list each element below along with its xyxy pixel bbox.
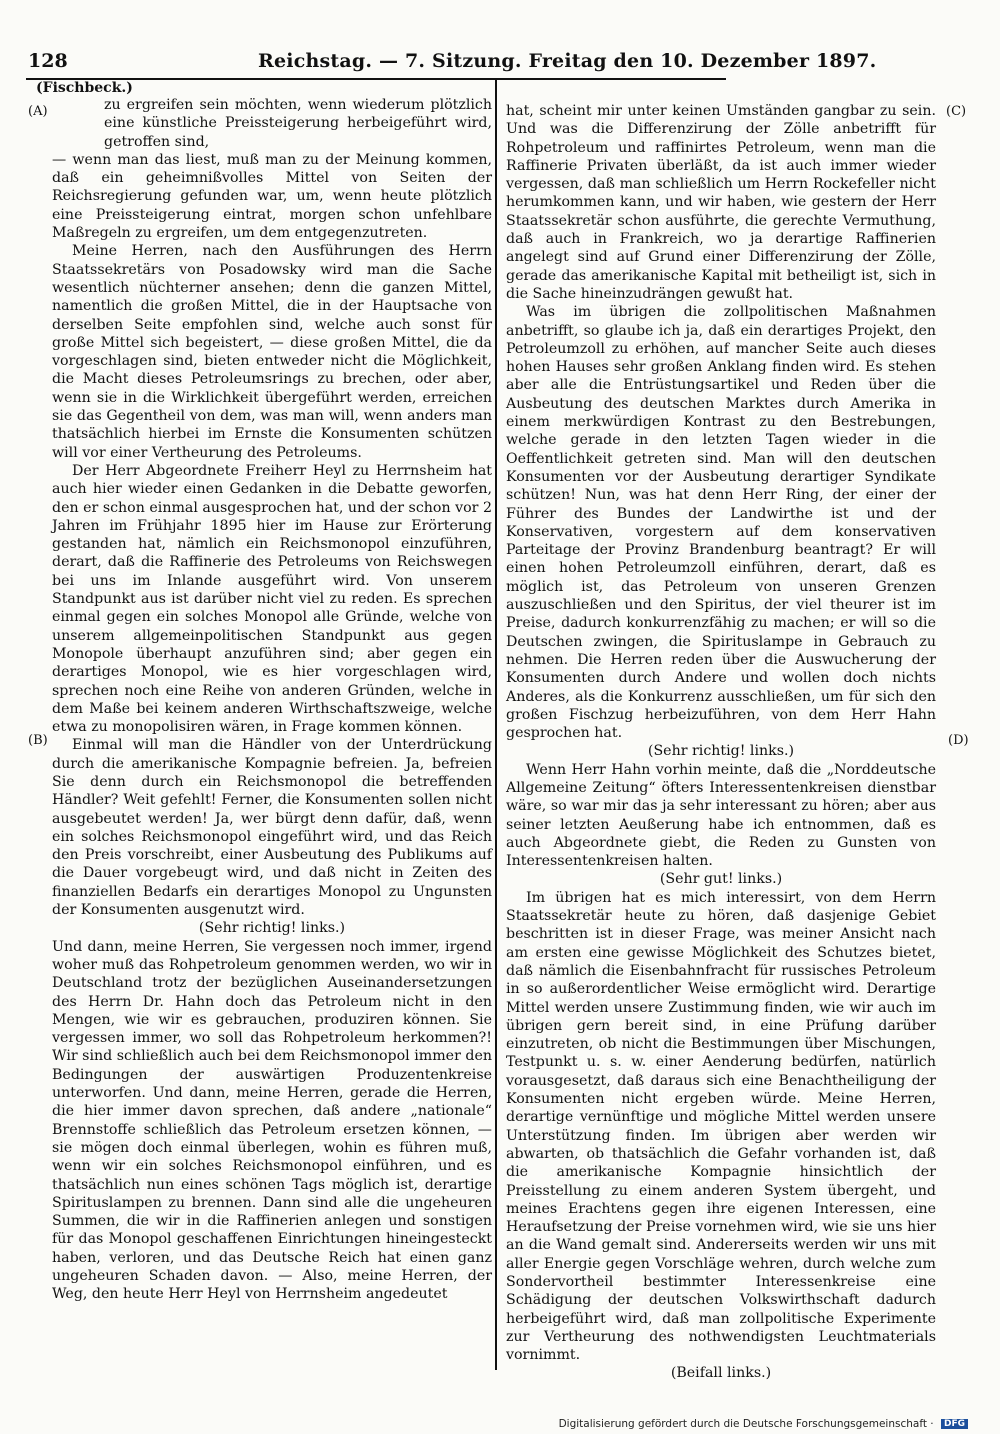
dfg-logo: DFG <box>941 1419 968 1429</box>
paragraph: — wenn man das liest, muß man zu der Meinung kommen, daß ein geheimnißvolles Mittel von Seiten der Reichsregierung gefunden war, um, wenn heute plötzlich eine Preissteigerung eintrat, morgen schon unfehlbare Maßregeln zu ergreifen, um dem entgegenzutreten. <box>52 151 492 242</box>
paragraph: Was im übrigen die zollpolitischen Maßnahmen anbetrifft, so glaube ich ja, daß ein derartiges Projekt, den Petroleumzoll zu erhöhen, auf mancher Seite auch dieses hohen Hauses sehr großen Anklang finden wird. Es stehen aber alle die Entrüstungsartikel und Reden über die Ausbeutung des deutschen Marktes durch Amerika in einem merkwürdigen Kontrast zu den Bestrebungen, welche gerade in den letzten Tagen wieder in die Oeffentlichkeit getreten sind. Man will den deutschen Konsumenten vor der Ausbeutung derartiger Syndikate schützen! Nun, was hat denn Herr Ring, der einer der Führer des Bundes der Landwirthe ist und der Konservativen, vorgestern auf dem konservativen Parteitage der Provinz Brandenburg beantragt? Er will einen hohen Petroleumzoll einführen, derart, daß es möglich ist, das Petroleum von unseren Grenzen auszuschließen und den Spiritus, der viel theurer ist im Preise, dadurch konkurrenzfähig zu machen; er will so die Deutschen zwingen, die Spirituslampe in Gebrauch zu nehmen. Die Herren reden über die Auswucherung der Konsumenten durch Andere und wollen doch nichts Anderes, als die Konkurrenz ausschließen, um für sich den großen Fischzug herbeizuführen, von dem Herr Hahn gesprochen hat. <box>506 304 936 742</box>
paragraph: Der Herr Abgeordnete Freiherr Heyl zu Herrnsheim hat auch hier wieder einen Gedanken in die Debatte geworfen, den er schon einmal ausgesprochen hat, und der schon vor 2 Jahren im Frühjahr 1895 hier im Hause zur Erörterung gestanden hat, nämlich ein Reichsmonopol einzuführen, derart, daß die Raffinerie des Petroleums von Reichswegen bei uns im Inlande ausgeführt wird. Von unserem Standpunkt aus ist darüber nicht viel zu reden. Es sprechen einmal gegen ein solches Monopol alle Gründe, welche von unserem allgemeinpolitischen Standpunkt aus gegen Monopole überhaupt anzuführen sind; aber gegen ein derartiges Monopol, wie es hier vorgeschlagen wird, sprechen noch eine Reihe von anderen Gründen, welche in dem Maße bei keinem anderen Wirthschaftszweige, welche etwa zu monopolisiren wären, in Frage kommen können. <box>52 462 492 736</box>
paragraph: zu ergreifen sein möchten, wenn wiederum plötzlich eine künstliche Preissteigerung herbeigeführt wird, getroffen sind, <box>104 97 492 150</box>
paragraph: Meine Herren, nach den Ausführungen des Herrn Staatssekretärs von Posadowsky wird man die Sache wesentlich nüchterner ansehen; denn die ganzen Mittel, namentlich die großen Mittel, die in der Hauptsache von derselben Seite empfohlen sind, welche auch sonst für große Mittel sich begeistert, — diese großen Mittel, die da vorgeschlagen sind, bieten entweder nicht die Möglichkeit, die Macht dieses Petroleumsrings zu brechen, oder aber, wenn sie in die Wirklichkeit übergeführt werden, erreichen sie das Gegentheil von dem, was man will, wenn anders man thatsächlich hierbei im Ernste die Konsumenten schützen will vor einer Vertheurung des Petroleums. <box>52 243 492 461</box>
page-header <box>28 50 877 78</box>
column-divider <box>495 80 497 1370</box>
interjection: (Sehr richtig! links.) <box>647 743 795 760</box>
interjection: (Sehr richtig! links.) <box>198 920 346 937</box>
left-column <box>52 96 492 1304</box>
interjection: (Sehr gut! links.) <box>659 871 783 888</box>
page-number: 128 <box>28 50 68 72</box>
margin-mark-d: (D) <box>948 733 969 748</box>
margin-mark-a: (A) <box>28 104 48 119</box>
running-title: Reichstag. — 7. Sitzung. Freitag den 10. Dezember 1897. <box>258 50 877 72</box>
right-column <box>506 102 936 1383</box>
margin-mark-c: (C) <box>946 104 967 119</box>
paragraph: Im übrigen hat es mich interessirt, von dem Herrn Staatssekretär heute zu hören, daß dasjenige Gebiet beschritten ist in dieser Frage, was meiner Ansicht nach am ersten eine gewisse Möglichkeit des Schutzes bietet, daß nämlich die Eisenbahnfracht für russisches Petroleum in so außerordentlicher Weise ermöglicht wird. Derartige Mittel werden unsere Zustimmung finden, wie wir auch im übrigen gern bereit sind, in eine Prüfung darüber einzutreten, ob nicht die Bestimmungen über Mischungen, Testpunkt u. s. w. einer Aenderung bedürfen, natürlich vorausgesetzt, daß daraus sich eine Benachtheiligung der Konsumenten nicht ergeben würde. Meine Herren, derartige vernünftige und mögliche Mittel werden unsere Unterstützung finden. Im übrigen aber werden wir abwarten, ob thatsächlich die Gefahr vorhanden ist, daß die amerikanische Kompagnie hinsichtlich der Preisstellung zu einem anderen System übergeht, und meines Erachtens gegen ihre eigenen Interessen, eine Heraufsetzung der Preise vornehmen wird, wie sie uns hier an die Wand gemalt sind. Andererseits werden wir uns mit aller Energie gegen Vorschläge wehren, durch welche zum Sondervortheil bestimmter Interessenkreise eine Schädigung der deutschen Volkswirthschaft dadurch herbeigeführt wird, daß man zollpolitische Experimente zur Vertheurung des nothwendigsten Leuchtmaterials vornimmt. <box>506 889 936 1364</box>
interjection: (Beifall links.) <box>670 1365 772 1382</box>
paragraph: hat, scheint mir unter keinen Umständen gangbar zu sein. Und was die Differenzirung der Zölle anbetrifft für Rohpetroleum und raffinirtes Petroleum, wenn man die Raffinerie Privaten überläßt, da ist auch immer wieder vergessen, daß man schließlich um Herrn Rockefeller nicht herumkommen kann, und wir haben, wie gestern der Herr Staatssekretär schon ausführte, die gerechte Vermuthung, daß auch in Frankreich, wo ja derartige Raffinerien angelegt sind auf Grund einer Differenzirung der Zölle, gerade das amerikanische Kapital mit betheiligt ist, sich in die Sache hineinzudrängen gewußt hat. <box>506 103 936 302</box>
digitization-credit <box>559 1418 968 1430</box>
speaker-name: (Fischbeck.) <box>36 80 133 96</box>
paragraph: Wenn Herr Hahn vorhin meinte, daß die „Norddeutsche Allgemeine Zeitung“ öfters Interessentenkreisen dienstbar wäre, so war mir das ja sehr interessant zu hören; aber aus seiner letzten Aeußerung habe ich entnommen, daß es auch Abgeordnete giebt, die Reden zu Gunsten von Interessentenkreisen halten. <box>506 761 936 870</box>
credit-text: Digitalisierung gefördert durch die Deutsche Forschungsgemeinschaft · <box>558 1418 934 1430</box>
paragraph: Und dann, meine Herren, Sie vergessen noch immer, irgend woher muß das Rohpetroleum genommen werden, wo wir in Deutschland trotz der bezüglichen Auseinandersetzungen des Herrn Dr. Hahn doch das Petroleum nicht in den Mengen, wie wir es gebrauchen, produziren können. Sie vergessen immer, wo soll das Rohpetroleum herkommen?! Wir sind schließlich auch bei dem Reichsmonopol immer den Bedingungen der auswärtigen Produzentenkreise unterworfen. Und dann, meine Herren, gerade die Herren, die hier immer davon sprechen, daß andere „nationale“ Brennstoffe schließlich das Petroleum ersetzen können, — sie mögen doch einmal überlegen, wohin es führen muß, wenn wir ein solches Reichsmonopol einführen, und es thatsächlich nun eines schönen Tags möglich ist, derartige Spirituslampen zu brennen. Dann sind alle die ungeheuren Summen, die wir in die Raffinerien anlegen und sonstigen für das Monopol geschaffenen Einrichtungen hineingesteckt haben, verloren, und das Deutsche Reich hat einen ganz ungeheuren Schaden davon. — Also, meine Herren, der Weg, den heute Herr Heyl von Herrnsheim angedeutet <box>52 938 492 1303</box>
paragraph: Einmal will man die Händler von der Unterdrückung durch die amerikanische Kompagnie befreien. Ja, befreien Sie denn durch ein Reichsmonopol die betreffenden Händler? Weit gefehlt! Ferner, die Konsumenten sollen nicht ausgebeutet werden! Ja, wer bürgt denn dafür, daß, wenn ein solches Reichsmonopol eingeführt wird, und das Reich den Preis vorschreibt, einer Ausbeutung des Publikums auf die Dauer vorgebeugt wird, und daß nicht in Zeiten des finanziellen Bedarfs ein derartiges Monopol zu Ungunsten der Konsumenten ausgenutzt wird. <box>52 737 492 919</box>
margin-mark-b: (B) <box>28 733 48 748</box>
